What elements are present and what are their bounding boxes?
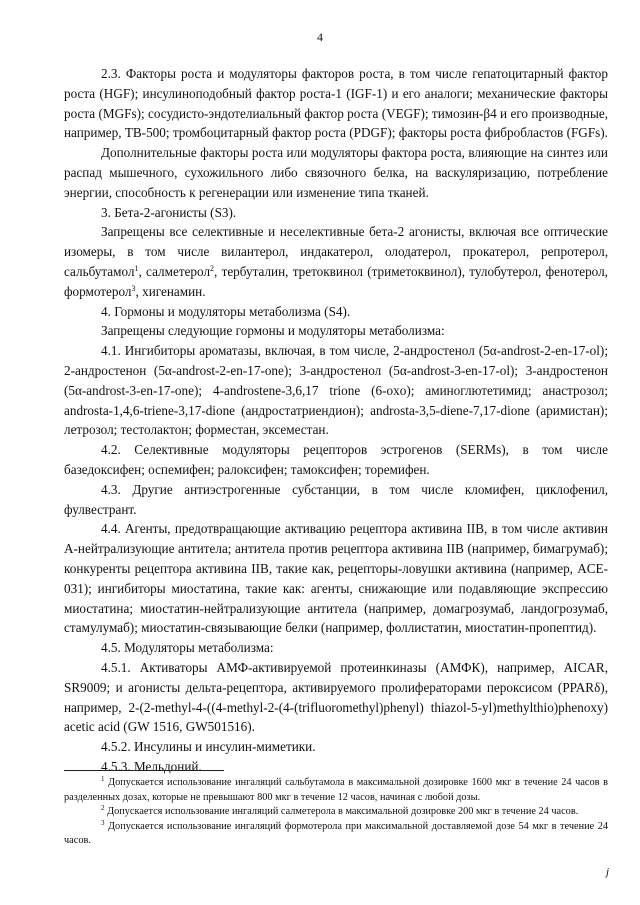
footnote-ref-3[interactable]: 3: [131, 283, 136, 293]
page-number: 4: [317, 30, 323, 44]
paragraph-ampk-activators: 4.5.1. Активаторы АМФ-активируемой протеинкиназы (АМФК), например, AICAR, SR9009; и агонисты дельта-рецептора, активируемого пролифераторами пероксисом (PPARδ), например, 2-(2-methyl-4-((4-methyl-2-(4-(trifluoromethyl)phenyl) thiazol-5-yl)methylthio)phenoxy) acetic acid (GW 1516, GW501516).: [64, 659, 608, 735]
paragraph-activin-agents: 4.4. Агенты, предотвращающие активацию рецептора активина IIB, в том числе активин А-нейтрализующие антитела; антитела против рецептора активина IIB (например, бимагрумаб); конкуренты рецептора активина IIB, такие как, рецепторы-ловушки активина (например, ACE-031); ингибиторы миостатина, такие как: агенты, снижающие или подавляющие экспрессию миостатина; миостатин-нейтрализующие антитела (например, домагрозумаб, ландогрозумаб, стамулумаб); миостатин-связывающие белки (например, фоллистатин, миостатин-пропептид).: [64, 521, 608, 636]
footnote-ref-1[interactable]: 1: [134, 263, 139, 273]
paragraph-antiestrogenic: 4.3. Другие антиэстрогенные субстанции, в том числе кломифен, циклофенил, фулвестрант.: [64, 481, 608, 517]
paragraph-additional-growth-factors: Дополнительные факторы роста или модуляторы фактора роста, влияющие на синтез или распад мышечного, сухожильного либо связочного белка, на васкуляризацию, потребление энергии, способность к регенерации или изменение типа тканей.: [64, 145, 608, 200]
footnote-mark-3: 3: [101, 818, 105, 827]
paragraph-growth-factors: 2.3. Факторы роста и модуляторы факторов роста, в том числе гепатоцитарный фактор роста (HGF); инсулиноподобный фактор роста-1 (IGF-1) и его аналоги; механические факторы роста (MGFs); сосудисто-эндотелиальный фактор роста (VEGF); тимозин-β4 и его производные, например, TB-500; тромбоцитарный фактор роста (PDGF); факторы роста фибробластов (FGFs).: [64, 66, 608, 141]
paragraph-beta2-agonists: [64, 222, 608, 301]
footnote-text-3: Допускается использование ингаляций формотерола при максимальной доставляемой дозе 54 мкг в течение 24 часов.: [64, 820, 608, 846]
heading-hormones-modulators: 4. Гормоны и модуляторы метаболизма (S4).: [101, 303, 351, 319]
paragraph-aromatase-inhibitors: 4.1. Ингибиторы ароматазы, включая, в том числе, 2-андростенол (5α-androst-2-en-17-ol); 2-андростенон (5α-androst-2-en-17-one); 3-андростенол (5α-androst-3-en-17-ol); 3-андростенон (5α-androst-3-en-17-one); 4-androstene-3,6,17 trione (6-oxo); аминоглютетимид; анастрозол; androsta-1,4,6-triene-3,17-dione (андростатриендион); androsta-3,5-diene-7,17-dione (аримистан); летрозол; тестолактон; форместан, эксеместан.: [64, 343, 608, 438]
footnote-1: [64, 776, 608, 805]
corner-mark: j: [606, 866, 610, 878]
paragraph-insulins: 4.5.2. Инсулины и инсулин-миметики.: [101, 739, 316, 755]
paragraph-serms: 4.2. Селективные модуляторы рецепторов эстрогенов (SERMs), в том числе базедоксифен; оспемифен; ралоксифен; тамоксифен; торемифен.: [64, 442, 608, 477]
document-body: [64, 64, 608, 777]
footnote-text-2: Допускается использование ингаляций салметерола в максимальной дозировке 200 мкг в течение 24 часов.: [104, 806, 579, 817]
footnotes: [64, 776, 608, 849]
heading-beta2-agonists: 3. Бета-2-агонисты (S3).: [101, 204, 237, 220]
footnote-3: [64, 820, 608, 849]
footnote-2: [64, 805, 608, 820]
beta2-text-part-1: Запрещены все селективные и неселективные бета-2 агонисты, включая все оптические изомеры, в том числе вилантерол, индакатерол, олодатерол, прокатерол, репротерол, сальбутамол: [64, 224, 608, 279]
paragraph-prohibited-hormones-intro: Запрещены следующие гормоны и модуляторы метаболизма:: [101, 323, 445, 339]
beta2-text-part-3: , тербуталин, третоквинол (триметоквинол), тулобутерол, фенотерол, формотерол: [64, 263, 608, 299]
beta2-text-part-4: , хигенамин.: [135, 283, 206, 299]
footnote-text-1: Допускается использование ингаляций сальбутамола в максимальной дозировке 1600 мкг в течение 24 часов в разделенных дозах, которые не превышают 800 мкг в течение 12 часов, начиная с любой дозы.: [64, 777, 608, 803]
footnote-ref-2[interactable]: 2: [210, 263, 215, 273]
paragraph-meldonium: 4.5.3. Мельдоний.: [101, 758, 202, 774]
footnote-mark-2: 2: [101, 804, 105, 812]
beta2-text-part-2: , салметерол: [138, 263, 211, 279]
heading-metabolic-modulators: 4.5. Модуляторы метаболизма:: [101, 640, 274, 656]
footnote-mark-1: 1: [101, 775, 105, 783]
footnote-divider: [64, 770, 224, 771]
